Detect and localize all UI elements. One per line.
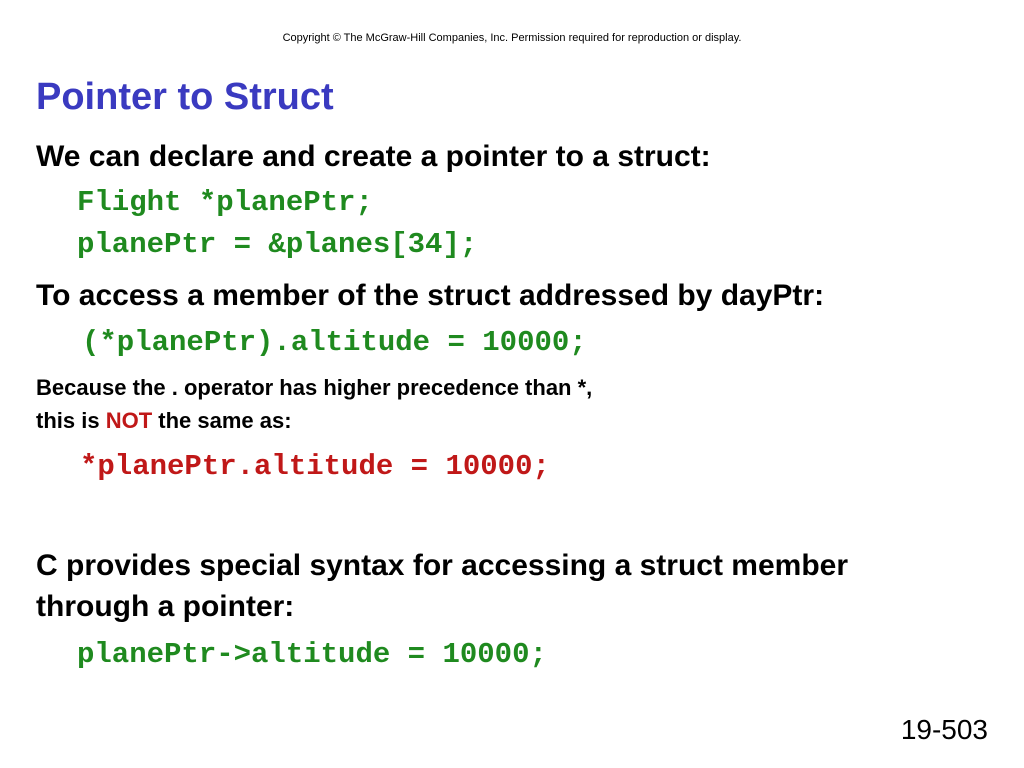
note-precedence-line1: Because the . operator has higher precedence than *, [36,375,593,400]
bullet-declare-pointer: We can declare and create a pointer to a struct: [36,140,711,173]
code-wrong-access: *planePtr.altitude = 10000; [80,450,550,483]
bullet-special-syntax-line1: C provides special syntax for accessing a struct member [36,549,849,582]
note-text-post: the same as: [152,408,292,433]
note-text-pre: this is [36,408,106,433]
page-number: 19-503 [900,714,988,745]
code-assign-pointer: planePtr = &planes[34]; [77,228,478,261]
code-arrow-access: planePtr->altitude = 10000; [77,638,547,671]
note-not-highlight: NOT [105,408,153,433]
copyright-notice: Copyright © The McGraw-Hill Companies, Inc. Permission required for reproduction or display. [282,32,742,44]
note-precedence-line2 [36,404,292,437]
code-declare-pointer: Flight *planePtr; [77,186,373,219]
bullet-special-syntax-line2: through a pointer: [36,590,295,623]
bullet-access-member: To access a member of the struct addressed by dayPtr: [36,279,825,312]
slide-title: Pointer to Struct [36,76,334,118]
code-deref-access: (*planePtr).altitude = 10000; [82,326,587,359]
